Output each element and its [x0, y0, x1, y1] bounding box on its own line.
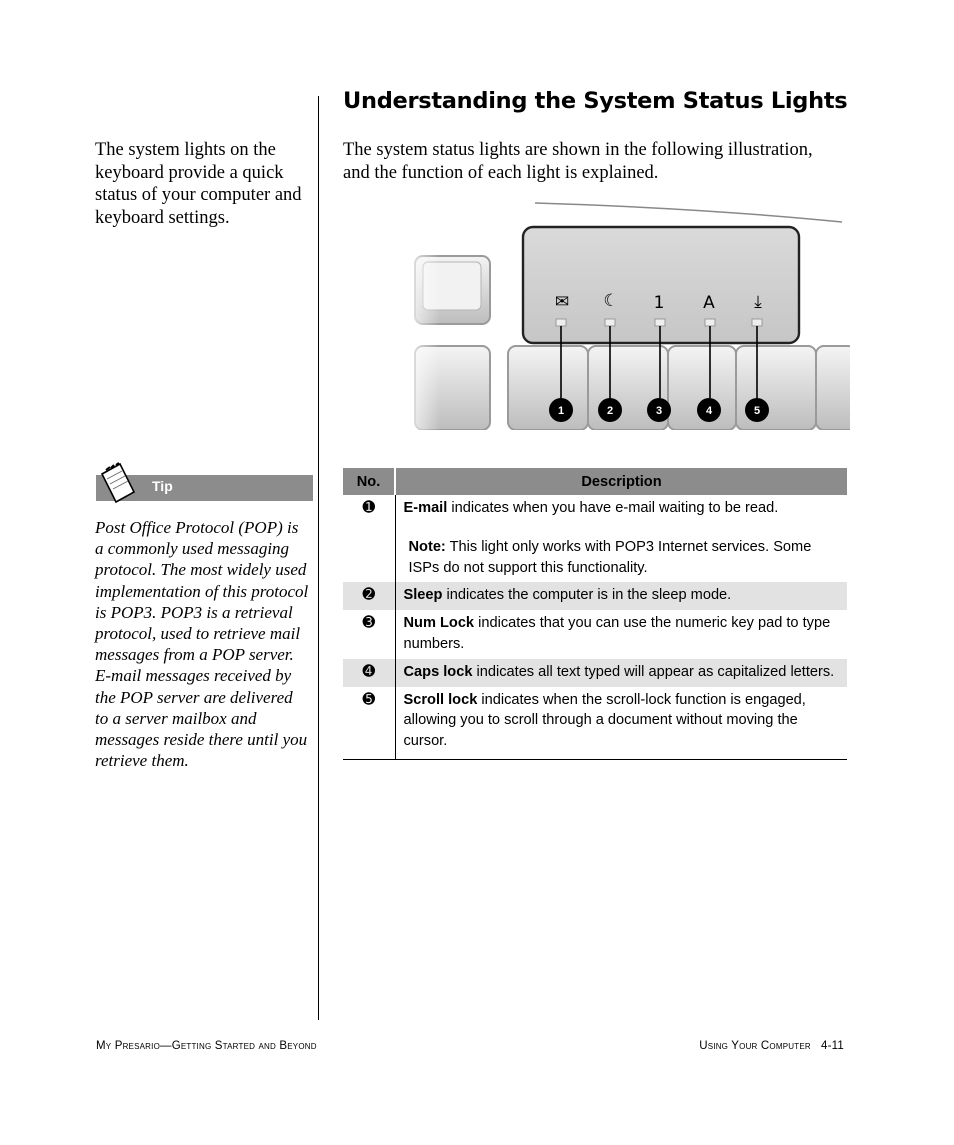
row-description — [395, 687, 847, 760]
header-description: Description — [395, 468, 847, 495]
callout-1: 1 — [557, 405, 565, 417]
row-text: indicates when the scroll-lock function is engaged, allowing you to scroll through a document without moving the cursor. — [403, 691, 806, 750]
table-row — [343, 610, 847, 659]
callout-3: 3 — [655, 405, 663, 417]
row-term: Caps lock — [403, 663, 473, 680]
row-text: indicates the computer is in the sleep mode. — [442, 587, 732, 604]
row-number: ➊ — [343, 495, 395, 582]
table-row — [343, 659, 847, 687]
note-label: Note: — [408, 538, 446, 555]
row-number: ➎ — [343, 687, 395, 760]
row-text: indicates when you have e-mail waiting to be read. — [447, 500, 779, 516]
margin-intro: The system lights on the keyboard provide a quick status of your computer and keyboard settings. — [95, 140, 302, 228]
scroll-lock-icon: ⤓ — [754, 292, 762, 312]
envelope-icon: ✉ — [554, 292, 570, 312]
callout-4: 4 — [705, 405, 713, 417]
caps-lock-icon: A — [703, 293, 715, 313]
status-lights-illustration — [400, 198, 850, 430]
page-number: 4-11 — [821, 1040, 844, 1052]
row-number: ➋ — [343, 582, 395, 610]
num-lock-icon: 1 — [653, 293, 665, 313]
row-term: Scroll lock — [403, 691, 478, 708]
row-note — [404, 537, 840, 579]
callout-2: 2 — [606, 405, 614, 417]
table-header-row — [343, 468, 847, 495]
table-row — [343, 687, 847, 760]
note-text: This light only works with POP3 Internet services. Some ISPs do not support this functionality. — [408, 538, 812, 576]
row-text: indicates all text typed will appear as capitalized letters. — [472, 663, 835, 680]
row-text: indicates that you can use the numeric key pad to type numbers. — [403, 615, 831, 652]
row-description — [395, 610, 847, 659]
footer-section-name: Using Your Computer — [699, 1040, 811, 1052]
row-term: Sleep — [403, 587, 443, 604]
notepad-icon — [98, 458, 142, 504]
tip-text: Post Office Protocol (POP) is a commonly used messaging protocol. The most widely used implementation of this protocol is POP3. POP3 is a retrieval protocol, used to retrieve mail messages from a POP server. E-mail messages received by the POP server are delivered to a server mailbox and messages reside there until you retrieve them. — [95, 518, 309, 771]
header-no: No. — [343, 468, 395, 495]
status-lights-table — [343, 468, 847, 760]
row-description — [395, 659, 847, 687]
page-title: Understanding the System Status Lights — [343, 88, 848, 114]
callout-5: 5 — [753, 405, 761, 417]
column-divider — [318, 96, 319, 1020]
footer-section — [699, 1040, 844, 1052]
tip-label: Tip — [152, 478, 173, 494]
row-description — [395, 495, 847, 582]
table-row — [343, 582, 847, 610]
row-description — [395, 582, 847, 610]
row-term: Num Lock — [403, 615, 475, 632]
row-term: E-mail — [403, 500, 448, 516]
footer-book-title: My Presario—Getting Started and Beyond — [96, 1040, 317, 1052]
row-number: ➌ — [343, 610, 395, 659]
moon-icon: ☾ — [603, 291, 619, 311]
main-intro: The system status lights are shown in the following illustration, and the function of each light is explained. — [343, 140, 813, 183]
table-row — [343, 495, 847, 582]
row-number: ➍ — [343, 659, 395, 687]
